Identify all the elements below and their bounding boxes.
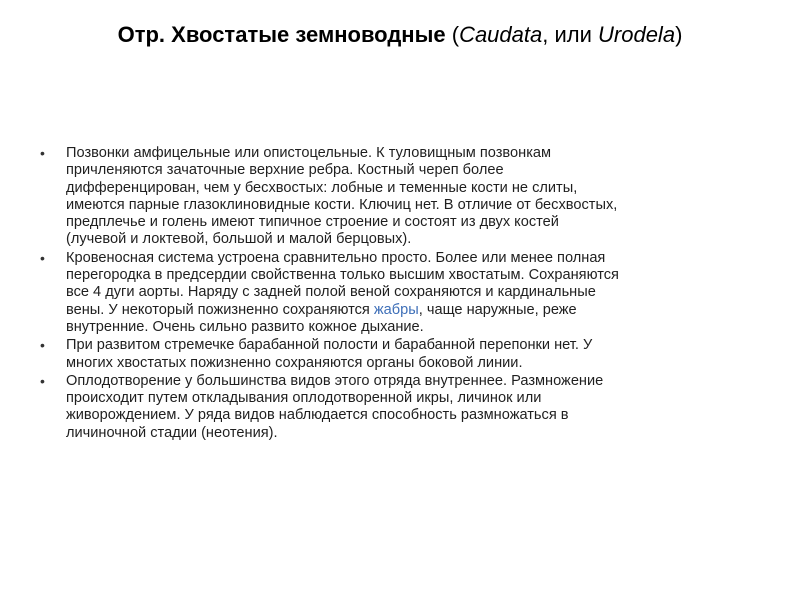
title-latin-urodela: Urodela [598,22,676,47]
text-line: дифференцирован, чем у бесхвостых: лобные и теменные кости не слиты, [66,179,578,196]
bullet-marker: • [40,145,45,161]
bullet-item-skeleton [40,145,730,249]
bullet-marker: • [40,372,45,389]
text-line: имеются парные глазоклиновидные кости. Ключиц нет. В отличие от бесхвостых, [66,196,618,213]
text-line: перегородка в предсердии свойственна только высшим хвостатым. Сохраняются [66,267,619,284]
title-paren-close: ) [675,22,683,47]
title-latin-caudata: Caudata [459,22,543,47]
bullet-marker: • [40,249,45,266]
text-line-with-link [66,302,730,319]
text-line: Оплодотворение у большинства видов этого отряда внутреннее. Размножение [66,372,604,389]
text-line: многих хвостатых пожизненно сохраняются органы боковой линии. [66,354,523,371]
bullet-list [40,145,730,442]
text-line: (лучевой и локтевой, большой и малой берцовых). [66,231,412,248]
text-line: Кровеносная система устроена сравнительно просто. Более или менее полная [66,249,606,266]
text-line: При развитом стремечке барабанной полости и барабанной перепонки нет. У [66,337,593,354]
bullet-marker: • [40,337,45,354]
bullet-item-hearing [40,337,730,372]
bullet-item-reproduction [40,373,730,442]
title-main: Отр. Хвостатые земноводные [117,22,446,47]
title-or: , или [542,22,599,47]
text-line: происходит путем откладывания оплодотворенной икры, личинок или [66,390,542,407]
text-line: личиночной стадии (неотения). [66,424,278,441]
gills-link[interactable]: жабры [373,301,419,318]
text-before-link: вены. У некоторый пожизненно сохраняются [66,301,374,318]
title-paren-open: ( [445,22,460,47]
slide-title [0,20,800,50]
text-line: причленяются зачаточные верхние ребра. Костный череп более [66,162,504,179]
text-line: все 4 дуги аорты. Наряду с задней полой веной сохраняются и кардинальные [66,284,596,301]
slide-body [40,145,730,443]
text-line: предплечье и голень имеют типичное строение и состоят из двух костей [66,214,559,231]
text-line: живорождением. У ряда видов наблюдается способность размножаться в [66,407,569,424]
text-after-link: , чаще наружные, реже [418,301,577,318]
bullet-item-circulation [40,250,730,336]
text-line: внутренние. Очень сильно развито кожное дыхание. [66,318,424,335]
text-line: Позвонки амфицельные или опистоцельные. К туловищным позвонкам [66,145,552,161]
